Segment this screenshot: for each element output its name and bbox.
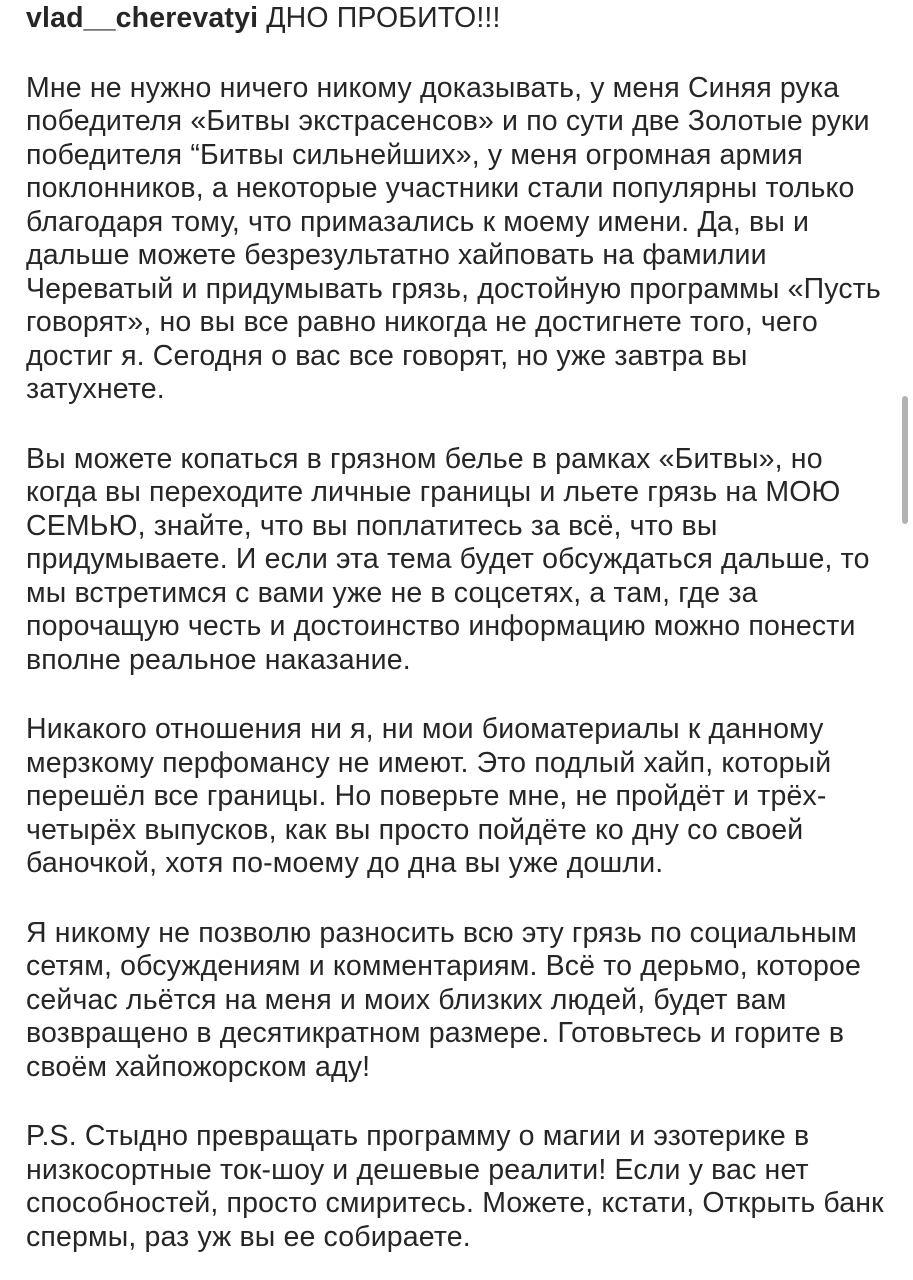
caption-paragraph-5: P.S. Стыдно превращать программу о магии и эзотерике в низкосортные ток-шоу и дешевые реалити! Если у вас нет способностей, просто смиритесь. Можете, кстати, Открыть банк спермы, раз уж вы ее собираете.: [26, 1120, 884, 1253]
caption-header: [26, 0, 901, 36]
caption-paragraph-1: Мне не нужно ничего никому доказывать, у меня Синяя рука победителя «Битвы экстрасенсов» и по сути две Золотые руки победителя “Битвы сильнейших», у меня огромная армия поклонников, а некоторые участники стали популярны только благодаря тому, что примазались к моему имени. Да, вы и дальше можете безрезультатно хайповать на фамилии Череватый и придумывать грязь, достойную программы «Пусть говорят», но вы все равно никогда не достигнете того, чего достиг я. Сегодня о вас все говорят, но уже завтра вы затухнете.: [26, 71, 881, 405]
username-link[interactable]: vlad__cherevatyi: [26, 2, 259, 34]
caption-paragraph-4: Я никому не позволю разносить всю эту грязь по социальным сетям, обсуждениям и комментариям. Всё то дерьмо, которое сейчас льётся на меня и моих близких людей, будет вам возвращено в десятикратном размере. Готовьтесь и горите в своём хайпожорском аду!: [26, 916, 862, 1083]
scrollbar-thumb[interactable]: [902, 396, 908, 524]
caption-paragraph-2: Вы можете копаться в грязном белье в рамках «Битвы», но когда вы переходите личные границы и льете грязь на МОЮ СЕМЬЮ, знайте, что вы поплатитесь за всё, что вы придумываете. И если эта тема будет обсуждаться дальше, то мы встретимся с вами уже не в соцсетях, а там, где за порочащую честь и достоинство информацию можно понести вполне реальное наказание.: [26, 442, 870, 676]
post-headline: ДНО ПРОБИТО!!!: [266, 2, 501, 34]
caption-paragraph-3: Никакого отношения ни я, ни мои биоматериалы к данному мерзкому перфомансу не имеют. Это подлый хайп, который перешёл все границы. Но поверьте мне, не пройдёт и трёх-четырёх выпусков, как вы просто пойдёте ко дну со своей баночкой, хотя по-моему до дна вы уже дошли.: [26, 713, 832, 879]
